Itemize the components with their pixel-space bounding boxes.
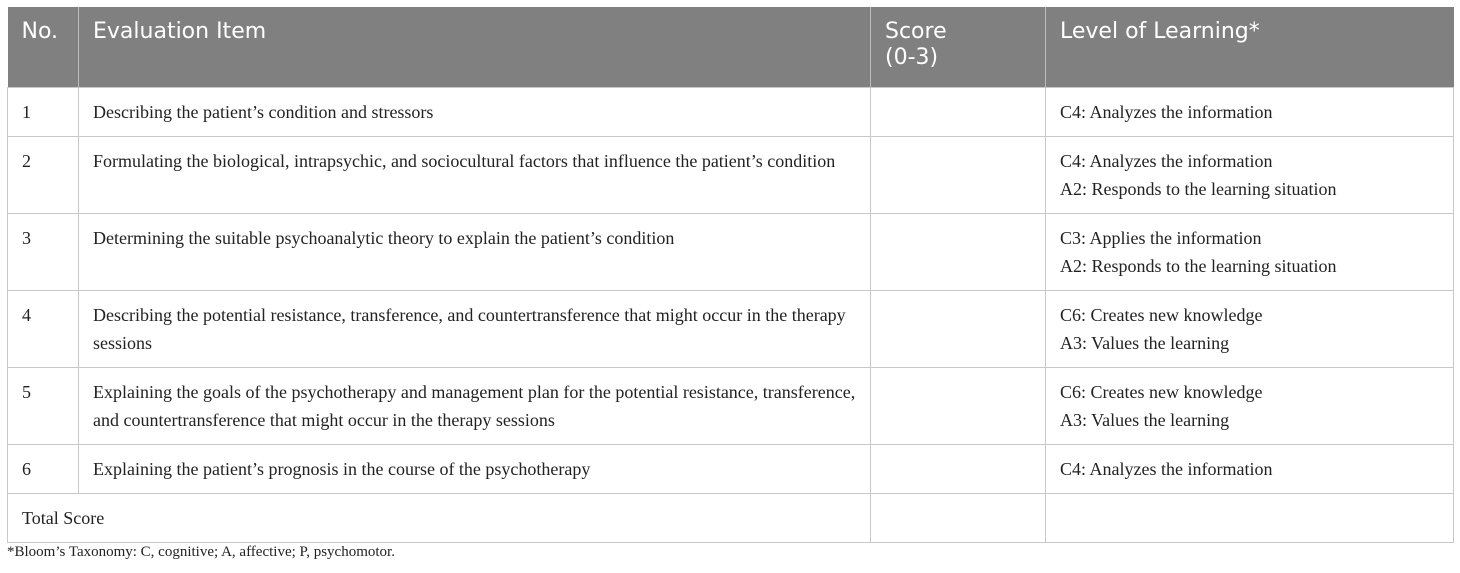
level-cell: [1046, 137, 1454, 214]
level-entry: A3: Values the learning: [1060, 333, 1230, 353]
table-footnote: *Bloom’s Taxonomy: C, cognitive; A, affective; P, psychomotor.: [7, 544, 395, 560]
row-number: 5: [8, 368, 79, 445]
evaluation-item: Determining the suitable psychoanalytic theory to explain the patient’s condition: [79, 214, 871, 291]
level-entry: C6: Creates new knowledge: [1060, 305, 1263, 325]
level-cell: [1046, 445, 1454, 494]
score-cell: [871, 368, 1046, 445]
score-cell: [871, 445, 1046, 494]
row-number: 3: [8, 214, 79, 291]
evaluation-item: Formulating the biological, intrapsychic, and sociocultural factors that influence the patient’s condition: [79, 137, 871, 214]
level-cell: [1046, 291, 1454, 368]
total-score-row: [8, 494, 1454, 543]
score-cell: [871, 291, 1046, 368]
evaluation-item: Describing the patient’s condition and stressors: [79, 88, 871, 137]
score-cell: [871, 88, 1046, 137]
header-no: No.: [8, 7, 79, 88]
table-row: [8, 214, 1454, 291]
total-score-label: Total Score: [8, 494, 871, 543]
header-score-line2: (0-3): [885, 45, 939, 70]
header-evaluation-item: Evaluation Item: [79, 7, 871, 88]
evaluation-item: Explaining the goals of the psychotherapy and management plan for the potential resistance, transference, and countertransference that might occur in the therapy sessions: [79, 368, 871, 445]
row-number: 4: [8, 291, 79, 368]
table-row: [8, 137, 1454, 214]
total-score-cell: [871, 494, 1046, 543]
level-entry: C4: Analyzes the information: [1060, 459, 1273, 479]
row-number: 1: [8, 88, 79, 137]
evaluation-item: Explaining the patient’s prognosis in the course of the psychotherapy: [79, 445, 871, 494]
evaluation-item: Describing the potential resistance, transference, and countertransference that might occur in the therapy sessions: [79, 291, 871, 368]
level-entry: C4: Analyzes the information: [1060, 102, 1273, 122]
level-entry: C3: Applies the information: [1060, 228, 1262, 248]
level-cell: [1046, 368, 1454, 445]
level-entry: A2: Responds to the learning situation: [1060, 256, 1337, 276]
table-row: [8, 291, 1454, 368]
table-row: [8, 88, 1454, 137]
level-cell: [1046, 88, 1454, 137]
level-entry: A2: Responds to the learning situation: [1060, 179, 1337, 199]
level-cell: [1046, 214, 1454, 291]
header-score-line1: Score: [885, 19, 947, 44]
header-score: [871, 7, 1046, 88]
level-entry: C6: Creates new knowledge: [1060, 382, 1263, 402]
total-level-cell: [1046, 494, 1454, 543]
header-level-of-learning: Level of Learning*: [1046, 7, 1454, 88]
level-entry: A3: Values the learning: [1060, 410, 1230, 430]
table-row: [8, 445, 1454, 494]
row-number: 2: [8, 137, 79, 214]
evaluation-table-container: [7, 7, 1453, 543]
row-number: 6: [8, 445, 79, 494]
table-row: [8, 368, 1454, 445]
score-cell: [871, 137, 1046, 214]
table-header-row: [8, 7, 1454, 88]
evaluation-table: [7, 7, 1454, 543]
score-cell: [871, 214, 1046, 291]
level-entry: C4: Analyzes the information: [1060, 151, 1273, 171]
